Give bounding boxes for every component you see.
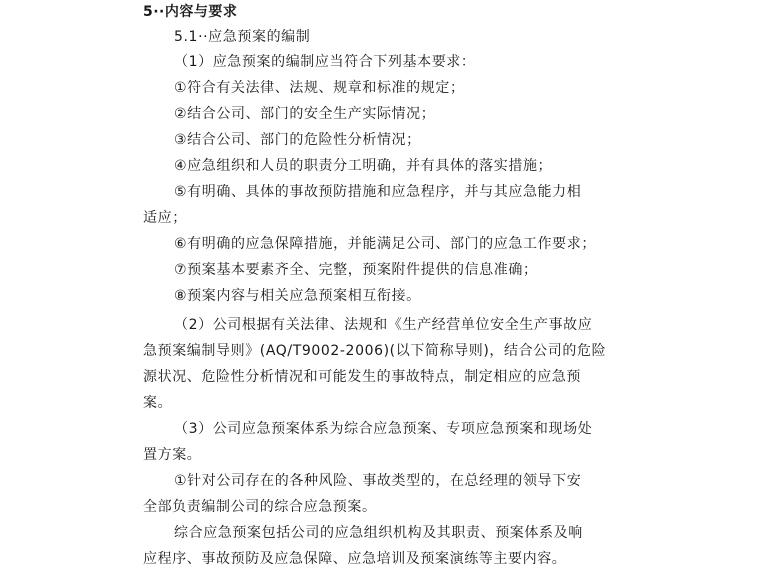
- requirement-item: ③结合公司、部门的危险性分析情况；: [174, 132, 421, 148]
- sub-heading: 5.1··应急预案的编制: [174, 29, 311, 45]
- requirement-item-continued: 适应；: [143, 210, 187, 226]
- requirement-item: ④应急组织和人员的职责分工明确，并有具体的落实措施；: [174, 158, 553, 174]
- paragraph-4-line: ①针对公司存在的各种风险、事故类型的，在总经理的领导下安: [174, 473, 582, 489]
- paragraph-3-line: （3）公司应急预案体系为综合应急预案、专项应急预案和现场处: [174, 421, 593, 437]
- paragraph-2-line: 源状况、危险性分析情况和可能发生的事故特点，制定相应的应急预: [143, 369, 581, 385]
- paragraph-2-line: 急预案编制导则》(AQ/T9002-2006)(以下简称导则)，结合公司的危险: [143, 343, 607, 359]
- requirement-item: ⑦预案基本要素齐全、完整，预案附件提供的信息准确；: [174, 262, 538, 278]
- requirements-intro: （1）应急预案的编制应当符合下列基本要求：: [174, 54, 476, 70]
- paragraph-3-line: 置方案。: [143, 447, 202, 463]
- requirement-item: ①符合有关法律、法规、规章和标准的规定；: [174, 80, 465, 96]
- requirement-item: ⑧预案内容与相关应急预案相互衔接。: [174, 288, 421, 304]
- paragraph-2-line: 案。: [143, 395, 173, 411]
- requirement-item: ⑥有明确的应急保障措施，并能满足公司、部门的应急工作要求；: [174, 236, 596, 252]
- paragraph-5-line: 综合应急预案包括公司的应急组织机构及其职责、预案体系及响: [174, 525, 583, 541]
- paragraph-4-line: 全部负责编制公司的综合应急预案。: [143, 499, 377, 515]
- paragraph-5-line: 应程序、事故预防及应急保障、应急培训及预案演练等主要内容。: [143, 551, 567, 567]
- section-heading: 5··内容与要求: [143, 4, 238, 20]
- requirement-item: ②结合公司、部门的安全生产实际情况；: [174, 106, 436, 122]
- paragraph-2-line: （2）公司根据有关法律、法规和《生产经营单位安全生产事故应: [174, 317, 593, 333]
- requirement-item: ⑤有明确、具体的事故预防措施和应急程序，并与其应急能力相: [174, 184, 582, 200]
